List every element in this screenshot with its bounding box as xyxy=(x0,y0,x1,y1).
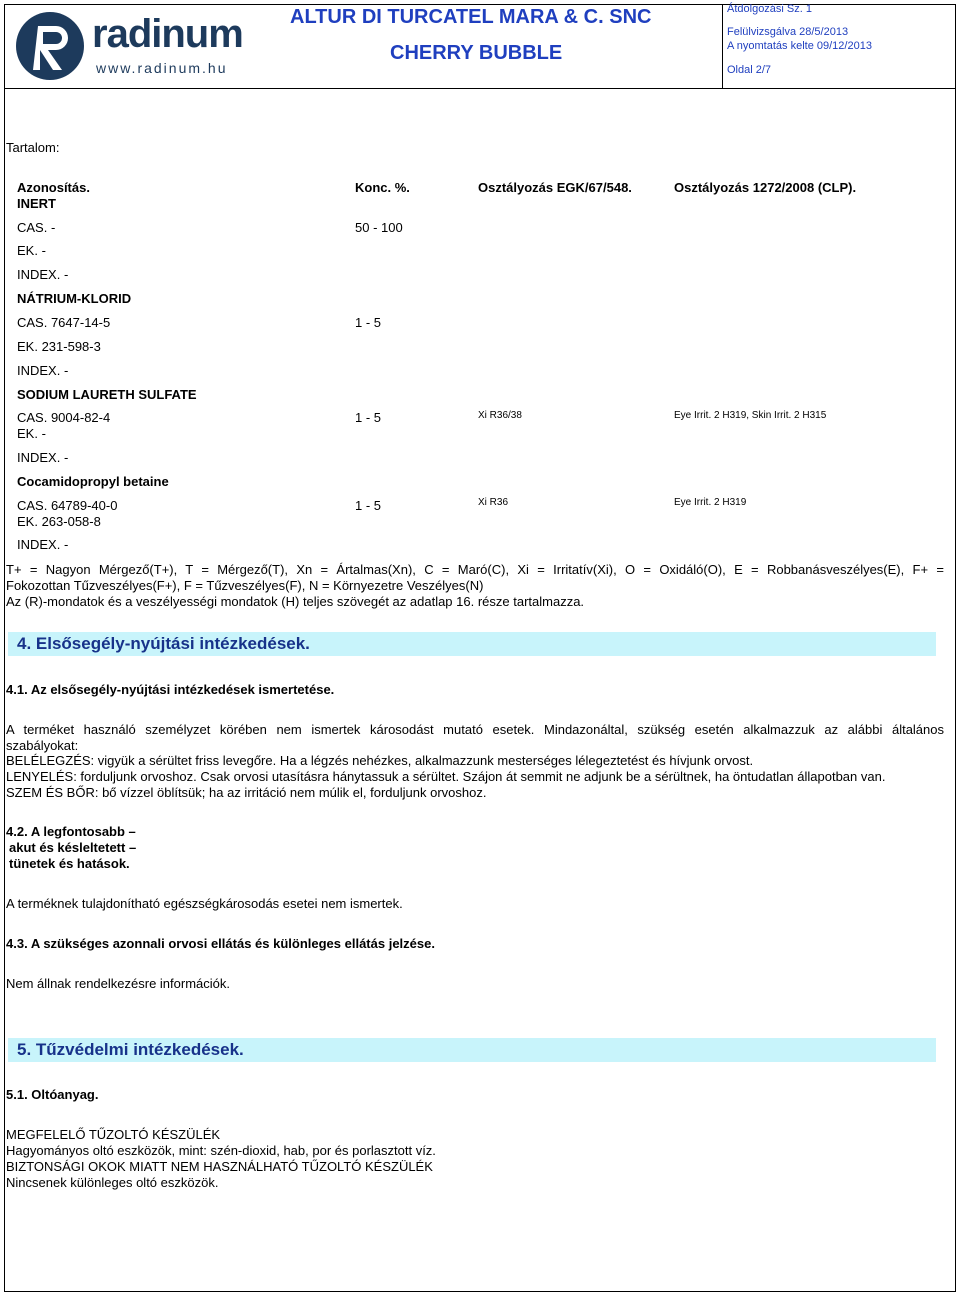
paragraph: Nincsenek különleges oltó eszközök. xyxy=(6,1175,219,1190)
paragraph: BELÉLEGZÉS: vigyük a sérültet friss levegőre. Ha a légzés nehézkes, alkalmazzunk mesterséges lélegeztetést és hívjunk orvost. xyxy=(6,753,754,768)
index-number: INDEX. - xyxy=(17,537,69,552)
substance-name: NÁTRIUM-KLORID xyxy=(17,291,132,306)
ek-number: EK. 231-598-3 xyxy=(17,339,101,354)
logo-url: www.radinum.hu xyxy=(96,60,228,76)
subsection-4-2-title: 4.2. A legfontosabb – xyxy=(6,824,136,839)
paragraph: Hagyományos oltó eszközök, mint: szén-dioxid, hab, por és porlasztott víz. xyxy=(6,1143,436,1158)
paragraph: A terméket használó személyzet körében nem ismertek károsodást mutató esetek. Mindazonáltal, szükség esetén alkalmazzuk az alábbi általános xyxy=(6,722,944,737)
radinum-logo xyxy=(12,8,243,84)
revision-number: Átdolgozási Sz. 1 xyxy=(727,3,812,15)
clp-classification: Eye Irrit. 2 H319, Skin Irrit. 2 H315 xyxy=(674,410,827,421)
index-number: INDEX. - xyxy=(17,267,69,282)
header-divider xyxy=(4,88,956,89)
review-date: Felülvizsgálva 28/5/2013 xyxy=(727,26,849,38)
section-4-title: 4. Elsősegély-nyújtási intézkedések. xyxy=(17,634,310,653)
concentration: 1 - 5 xyxy=(355,315,382,330)
section-5-title: 5. Tűzvédelmi intézkedések. xyxy=(17,1040,244,1059)
section-5-heading xyxy=(8,1038,936,1062)
subsection-4-2-title: akut és késleltetett – xyxy=(9,840,137,855)
hazard-legend-note: Az (R)-mondatok és a veszélyességi mondatok (H) teljes szövegét az adatlap 16. része tartalmazza. xyxy=(6,594,585,609)
concentration: 1 - 5 xyxy=(355,410,382,425)
cas-number: CAS. 64789-40-0 xyxy=(17,498,118,513)
substance-name: INERT xyxy=(17,196,56,211)
index-number: INDEX. - xyxy=(17,363,69,378)
contents-label: Tartalom: xyxy=(6,140,60,155)
eec-classification: Xi R36/38 xyxy=(478,410,522,421)
paragraph: MEGFELELŐ TŰZOLTÓ KÉSZÜLÉK xyxy=(6,1127,221,1142)
print-date: A nyomtatás kelte 09/12/2013 xyxy=(727,40,872,52)
ek-number: EK. - xyxy=(17,243,46,258)
subsection-4-2-title: tünetek és hatások. xyxy=(9,856,130,871)
column-header-conc: Konc. %. xyxy=(355,180,410,195)
hazard-legend-line: Fokozottan Tűzveszélyes(F+), F = Tűzveszélyes(F), N = Környezetre Veszélyes(N) xyxy=(6,578,484,593)
eec-classification: Xi R36 xyxy=(478,497,509,508)
logo-wordmark: radinum xyxy=(92,12,243,56)
product-name: CHERRY BUBBLE xyxy=(390,42,563,64)
ek-number: EK. 263-058-8 xyxy=(17,514,101,529)
substance-name: SODIUM LAURETH SULFATE xyxy=(17,387,197,402)
concentration: 50 - 100 xyxy=(355,220,403,235)
column-header-clp: Osztályozás 1272/2008 (CLP). xyxy=(674,180,857,195)
clp-classification: Eye Irrit. 2 H319 xyxy=(674,497,747,508)
index-number: INDEX. - xyxy=(17,450,69,465)
section-4-heading xyxy=(8,632,936,656)
column-header-id: Azonosítás. xyxy=(17,180,90,195)
subsection-5-1-title: 5.1. Oltóanyag. xyxy=(6,1087,99,1102)
cas-number: CAS. - xyxy=(17,220,56,235)
ek-number: EK. - xyxy=(17,426,46,441)
subsection-4-3-title: 4.3. A szükséges azonnali orvosi ellátás és különleges ellátás jelzése. xyxy=(6,936,435,951)
substance-name: Cocamidopropyl betaine xyxy=(17,474,169,489)
column-header-eec: Osztályozás EGK/67/548. xyxy=(478,180,632,195)
cas-number: CAS. 7647-14-5 xyxy=(17,315,111,330)
subsection-4-1-title: 4.1. Az elsősegély-nyújtási intézkedések ismertetése. xyxy=(6,682,335,697)
paragraph: BIZTONSÁGI OKOK MIATT NEM HASZNÁLHATÓ TŰZOLTÓ KÉSZÜLÉK xyxy=(6,1159,433,1174)
page-number: Oldal 2/7 xyxy=(727,64,772,76)
header-column-divider xyxy=(722,4,723,88)
paragraph: A terméknek tulajdonítható egészségkárosodás esetei nem ismertek. xyxy=(6,896,403,911)
hazard-legend-line: T+ = Nagyon Mérgező(T+), T = Mérgező(T), Xn = Ártalmas(Xn), C = Maró(C), Xi = Irritatív(Xi), O = Oxidáló(O), E = Robbanásveszélyes(E), F+ = xyxy=(6,562,944,577)
paragraph: szabályokat: xyxy=(6,738,79,753)
paragraph: LENYELÉS: forduljunk orvoshoz. Csak orvosi utasításra hánytassuk a sérültet. Szájon át semmit ne adjunk be a sérültnek, ha öntudatlan állapotban van. xyxy=(6,769,886,784)
concentration: 1 - 5 xyxy=(355,498,382,513)
cas-number: CAS. 9004-82-4 xyxy=(17,410,111,425)
paragraph: SZEM ÉS BŐR: bő vízzel öblítsük; ha az irritáció nem múlik el, forduljunk orvoshoz. xyxy=(6,785,487,800)
company-name: ALTUR DI TURCATEL MARA & C. SNC xyxy=(290,6,652,28)
paragraph: Nem állnak rendelkezésre információk. xyxy=(6,976,230,991)
